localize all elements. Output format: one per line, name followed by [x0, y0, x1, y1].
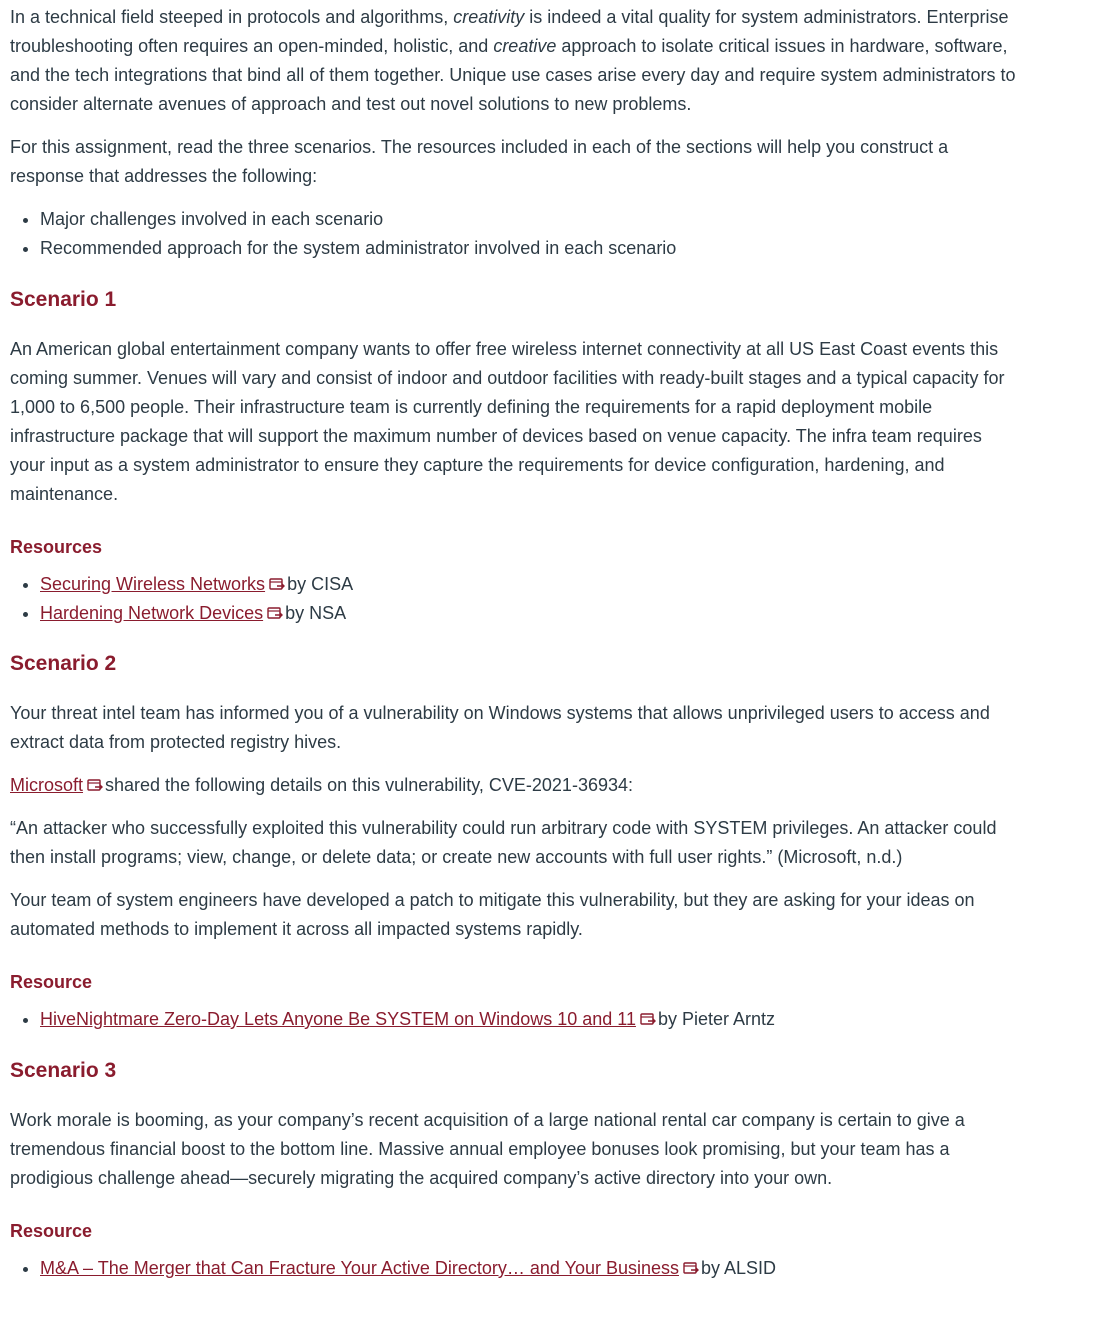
scenario-3-body: Work morale is booming, as your company’s recent acquisition of a large national rental car company is certain to give a tremendous financial boost to the bottom line. Massive annual employee bonuses look promising, but your team has a prodigious challenge ahead—securely migrating the acquired company’s active directory into your own. — [10, 1110, 965, 1188]
resource-item: • Securing Wireless Networks by CISA — [40, 570, 1020, 599]
scenario-2-microsoft-paragraph: Microsoft shared the following details on this vulnerability, CVE-2021-36934: — [10, 775, 633, 795]
microsoft-link[interactable]: Microsoft — [10, 775, 84, 795]
assignment-instructions: For this assignment, read the three scenarios. The resources included in each of the sections will help you construct a response that addresses the following: — [10, 137, 949, 186]
scenario-2-resources-heading: Resource — [10, 972, 93, 992]
list-item: • Recommended approach for the system administrator involved in each scenario — [40, 234, 1020, 263]
external-link-icon — [269, 577, 287, 591]
intro-paragraph: In a technical field steeped in protocols and algorithms, creativity is indeed a vital quality for system administrators. Enterprise troubleshooting often requires an open-minded, holistic, and creative approach to isolate critical issues in hardware, software, and the tech integrations that bind all of them together. Unique use cases arise every day and require system administrators to consider alternate avenues of approach and test out novel solutions to new problems. — [10, 7, 1016, 114]
scenario-3-heading: Scenario 3 — [10, 1059, 117, 1082]
emphasis-creative: creative — [493, 36, 557, 56]
scenario-1-heading: Scenario 1 — [10, 288, 117, 311]
scenario-2-resource-list — [10, 1005, 1020, 1034]
hivenightmare-link[interactable]: HiveNightmare Zero-Day Lets Anyone Be SYSTEM on Windows 10 and 11 — [40, 1009, 636, 1029]
emphasis-creativity: creativity — [453, 7, 525, 27]
scenario-1-resource-list — [10, 570, 1020, 628]
external-link-icon — [267, 606, 285, 620]
hardening-network-devices-link[interactable]: Hardening Network Devices — [40, 603, 264, 623]
scenario-2-body-2: Your team of system engineers have developed a patch to mitigate this vulnerability, but they are asking for your ideas on automated methods to implement it across all impacted systems rapidly. — [10, 890, 975, 939]
requirements-list — [10, 205, 1020, 263]
scenario-2-heading: Scenario 2 — [10, 652, 117, 675]
external-link-icon — [87, 778, 105, 792]
securing-wireless-networks-link[interactable]: Securing Wireless Networks — [40, 574, 266, 594]
scenario-3-resource-list — [10, 1254, 1020, 1283]
list-item: • Major challenges involved in each scenario — [40, 205, 1020, 234]
resource-item: • Hardening Network Devices by NSA — [40, 599, 1020, 628]
resource-item: • M&A – The Merger that Can Fracture Your Active Directory… and Your Business by ALSID — [40, 1254, 1020, 1283]
resource-item: • HiveNightmare Zero-Day Lets Anyone Be SYSTEM on Windows 10 and 11 by Pieter Arntz — [40, 1005, 1020, 1034]
merger-active-directory-link[interactable]: M&A – The Merger that Can Fracture Your Active Directory… and Your Business — [40, 1258, 679, 1278]
scenario-3-resources-heading: Resource — [10, 1221, 93, 1241]
external-link-icon — [683, 1261, 701, 1275]
scenario-1-resources-heading: Resources — [10, 537, 103, 557]
scenario-2-body: Your threat intel team has informed you of a vulnerability on Windows systems that allows unprivileged users to access and extract data from protected registry hives. — [10, 703, 990, 752]
external-link-icon — [640, 1012, 658, 1026]
scenario-1-body: An American global entertainment company wants to offer free wireless internet connectivity at all US East Coast events this coming summer. Venues will vary and consist of indoor and outdoor facilities with ready-built stages and a typical capacity for 1,000 to 6,500 people. Their infrastructure team is currently defining the requirements for a rapid deployment mobile infrastructure package that will support the maximum number of devices based on venue capacity. The infra team requires your input as a system administrator to ensure they capture the requirements for device configuration, hardening, and maintenance. — [10, 339, 1005, 504]
scenario-2-quote: “An attacker who successfully exploited this vulnerability could run arbitrary code with SYSTEM privileges. An attacker could then install programs; view, change, or delete data; or create new accounts with full user rights.” (Microsoft, n.d.) — [10, 818, 997, 867]
